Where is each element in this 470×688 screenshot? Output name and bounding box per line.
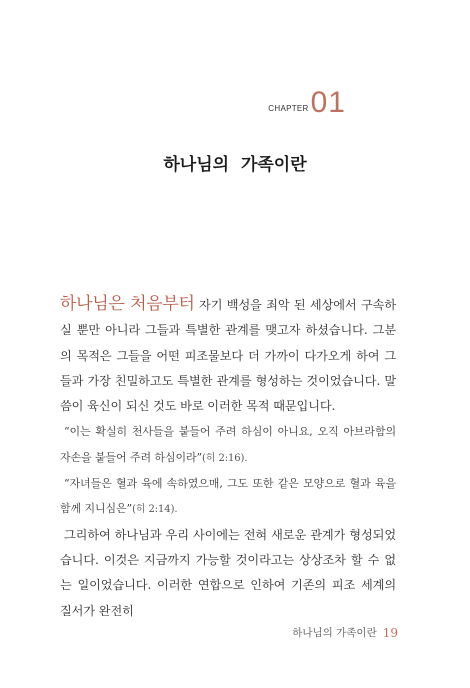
running-title: 하나님의 가족이란 bbox=[292, 627, 377, 639]
paragraph-1-text: 자기 백성을 죄악 된 세상에서 구속하실 뿐만 아니라 그들과 특별한 관계를 맺고자 하셨습니다. 그분의 목적은 그들을 어떤 피조물보다 더 가까이 다가오게 하여 그들과 가장 친밀하고도 특별한 관계를 형성하는 것이었습니다. 말씀이 육신이 되신 것도 바로 이러한 목적 때문입니다. bbox=[60, 298, 396, 414]
chapter-title: 하나님의 가족이란 bbox=[163, 155, 307, 175]
paragraph-2: 그리하여 하나님과 우리 사이에는 전혀 새로운 관계가 형성되었습니다. 이것은 지금까지 가능할 것이라고는 상상조차 할 수 없는 일이었습니다. 이러한 연합으로 인하여 기존의 피조 세계의 질서가 완전히 bbox=[60, 527, 396, 618]
chapter-heading bbox=[268, 86, 346, 119]
body-text bbox=[60, 292, 396, 624]
quote-1-text: “이는 확실히 천사들을 붙들어 주려 하심이 아니요, 오직 아브라함의 자손을 붙들어 주려 하심이라” bbox=[60, 425, 396, 464]
quote-2-text: “자녀들은 혈과 육에 속하였으매, 그도 또한 같은 모양으로 혈과 육을 함께 지니심은” bbox=[60, 477, 396, 516]
chapter-label: CHAPTER bbox=[268, 104, 309, 113]
quote-2-reference: (히 2:14). bbox=[132, 504, 178, 516]
quote-1-reference: (히 2:16). bbox=[202, 452, 248, 464]
quote-2 bbox=[60, 471, 396, 523]
lead-phrase: 하나님은 처음부터 bbox=[60, 294, 195, 314]
paragraph-1 bbox=[60, 292, 396, 419]
chapter-number: 01 bbox=[310, 86, 346, 119]
page-number: 19 bbox=[382, 625, 398, 640]
page-footer bbox=[292, 625, 398, 640]
quote-1 bbox=[60, 419, 396, 471]
